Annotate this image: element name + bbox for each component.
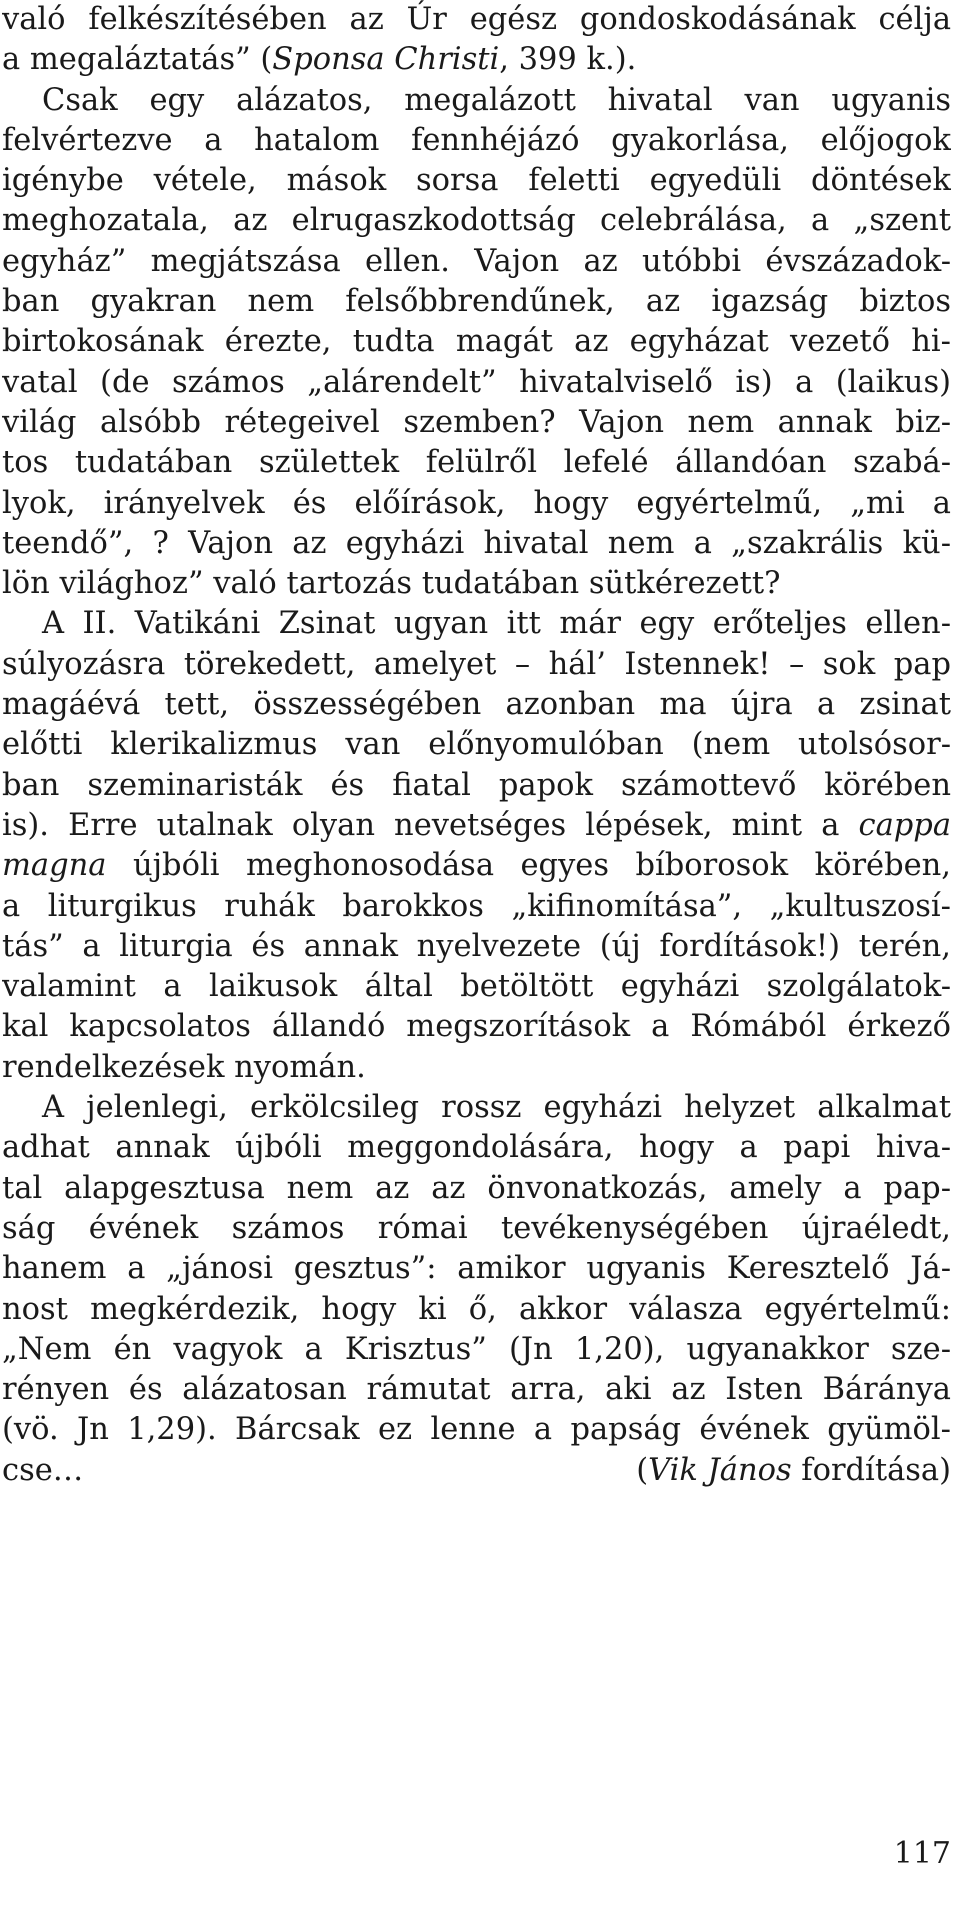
text-line: a liturgikus ruhák barokkos „kifinomítása”, „kultuszosí- (2, 888, 951, 924)
text-line: vatal (de számos „alárendelt” hivatalviselő is) a (laikus) (2, 364, 951, 400)
text-line: magáévá tett, összességében azonban ma újra a zsinat (2, 687, 951, 723)
text-line: egyház” megjátszása ellen. Vajon az utóbbi évszázadok- (2, 243, 951, 279)
text-line: meghozatala, az elrugaszkodottság celebrálása, a „szent (2, 203, 951, 239)
text-line: hanem a „jánosi gesztus”: amikor ugyanis Keresztelő Já- (2, 1251, 951, 1287)
text-line: A II. Vatikáni Zsinat ugyan itt már egy erőteljes ellen- (42, 606, 951, 642)
text-line: a megaláztatás” (Sponsa Christi, 399 k.). (2, 42, 637, 78)
text-line: magna újbóli meghonosodása egyes bíborosok körében, (2, 848, 951, 884)
text-line: (vö. Jn 1,29). Bárcsak ez lenne a papság évének gyümöl- (2, 1412, 951, 1448)
text-line: ban gyakran nem felsőbbrendűnek, az igazság biztos (2, 284, 951, 320)
text-line: igénybe vétele, mások sorsa feletti egyedüli döntések (2, 163, 951, 199)
text-line: előtti klerikalizmus van előnyomulóban (nem utolsósor- (2, 727, 951, 763)
text-line: tos tudatában születtek felülről lefelé állandóan szabá- (2, 445, 951, 481)
translator-credit: (Vik János fordítása) (636, 1452, 951, 1488)
text-line: rényen és alázatosan rámutat arra, aki az Isten Báránya (2, 1372, 951, 1408)
text-line: A jelenlegi, erkölcsileg rossz egyházi helyzet alkalmat (42, 1090, 951, 1126)
text-line: nost megkérdezik, hogy ki ő, akkor válasza egyértelmű: (2, 1291, 951, 1327)
text-line: adhat annak újbóli meggondolására, hogy a papi hiva- (2, 1130, 951, 1166)
text-line: világ alsóbb rétegeivel szemben? Vajon nem annak biz- (2, 404, 951, 440)
text-line: valamint a laikusok által betöltött egyházi szolgálatok- (2, 969, 951, 1005)
final-line-text: cse… (2, 1452, 84, 1488)
text-line: tal alapgesztusa nem az az önvonatkozás, amely a pap- (2, 1170, 951, 1206)
text-line: felvértezve a hatalom fennhéjázó gyakorlása, előjogok (2, 122, 951, 158)
page-number: 117 (893, 1836, 951, 1871)
text-line: ban szeminaristák és fiatal papok számottevő körében (2, 767, 951, 803)
text-line: tás” a liturgia és annak nyelvezete (új fordítások!) terén, (2, 928, 951, 964)
text-line: kal kapcsolatos állandó megszorítások a Rómából érkező (2, 1009, 951, 1045)
text-line: lyok, irányelvek és előírások, hogy egyértelmű, „mi a (2, 485, 951, 521)
text-line: „Nem én vagyok a Krisztus” (Jn 1,20), ugyanakkor sze- (2, 1331, 951, 1367)
text-line: teendő”, ? Vajon az egyházi hivatal nem a „szakrális kü- (2, 525, 951, 561)
text-line: Csak egy alázatos, megalázott hivatal van ugyanis (42, 82, 951, 118)
text-line: rendelkezések nyomán. (2, 1049, 366, 1085)
text-line: való felkészítésében az Úr egész gondoskodásának célja (2, 2, 951, 37)
text-line: súlyozásra törekedett, amelyet – hál’ Istennek! – sok pap (2, 646, 951, 682)
text-line: ság évének számos római tevékenységében újraéledt, (2, 1210, 951, 1246)
text-line: lön világhoz” való tartozás tudatában sütkérezett? (2, 566, 781, 602)
final-line (2, 1451, 951, 1491)
page-body (2, 0, 951, 1491)
text-line: is). Erre utalnak olyan nevetséges lépések, mint a cappa (2, 807, 951, 843)
text-line: birtokosának érezte, tudta magát az egyházat vezető hi- (2, 324, 951, 360)
